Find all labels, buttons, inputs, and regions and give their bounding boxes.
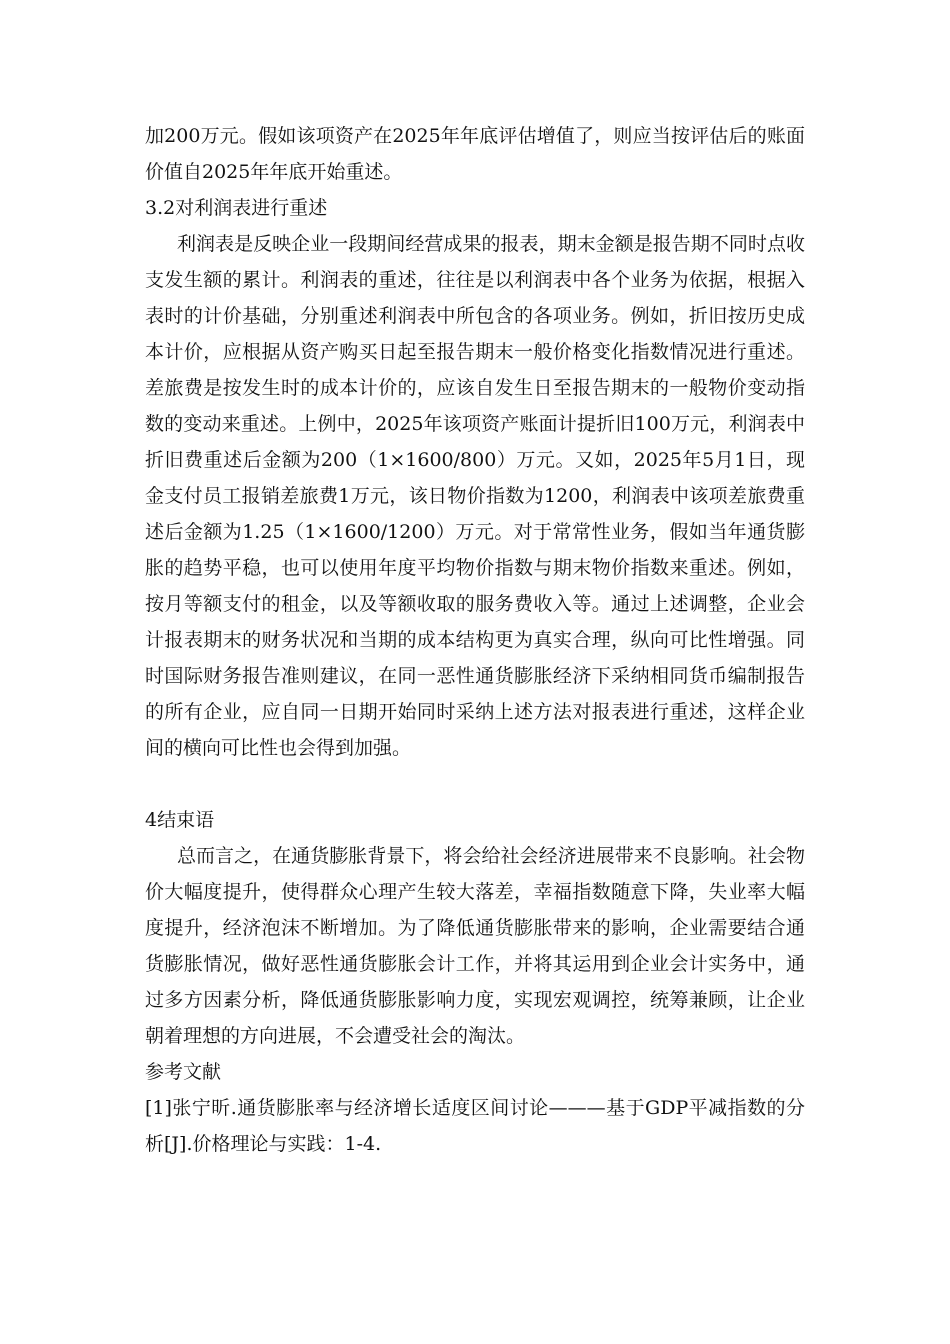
- section-3-1-tail-paragraph: 加200万元。假如该项资产在2025年年底评估增值了，则应当按评估后的账面价值自2025年年底开始重述。: [145, 125, 805, 183]
- reference-item: [1]张宁昕.通货膨胀率与经济增长适度区间讨论———基于GDP平减指数的分析[J].价格理论与实践：1-4.: [145, 1097, 805, 1155]
- references-heading: 参考文献: [145, 1061, 222, 1083]
- section-4-heading: 4结束语: [145, 809, 215, 831]
- section-3-2-paragraph: 利润表是反映企业一段期间经营成果的报表，期末金额是报告期不同时点收支发生额的累计。利润表的重述，往往是以利润表中各个业务为依据，根据入表时的计价基础，分别重述利润表中所包含的各项业务。例如，折旧按历史成本计价，应根据从资产购买日起至报告期末一般价格变化指数情况进行重述。差旅费是按发生时的成本计价的，应该自发生日至报告期末的一般物价变动指数的变动来重述。上例中，2025年该项资产账面计提折旧100万元，利润表中折旧费重述后金额为200（1×1600/800）万元。又如，2025年5月1日，现金支付员工报销差旅费1万元，该日物价指数为1200，利润表中该项差旅费重述后金额为1.25（1×1600/1200）万元。对于常常性业务，假如当年通货膨胀的趋势平稳，也可以使用年度平均物价指数与期末物价指数来重述。例如，按月等额支付的租金，以及等额收取的服务费收入等。通过上述调整，企业会计报表期末的财务状况和当期的成本结构更为真实合理，纵向可比性增强。同时国际财务报告准则建议，在同一恶性通货膨胀经济下采纳相同货币编制报告的所有企业，应自同一日期开始同时采纳上述方法对报表进行重述，这样企业间的横向可比性也会得到加强。: [145, 233, 805, 759]
- section-3-2-heading: 3.2对利润表进行重述: [145, 197, 328, 219]
- document-body: [145, 118, 805, 1162]
- section-4-paragraph: 总而言之，在通货膨胀背景下，将会给社会经济进展带来不良影响。社会物价大幅度提升，使得群众心理产生较大落差，幸福指数随意下降，失业率大幅度提升，经济泡沫不断增加。为了降低通货膨胀带来的影响，企业需要结合通货膨胀情况，做好恶性通货膨胀会计工作，并将其运用到企业会计实务中，通过多方因素分析，降低通货膨胀影响力度，实现宏观调控，统筹兼顾，让企业朝着理想的方向进展，不会遭受社会的淘汰。: [145, 845, 805, 1047]
- section-spacer: [145, 766, 805, 802]
